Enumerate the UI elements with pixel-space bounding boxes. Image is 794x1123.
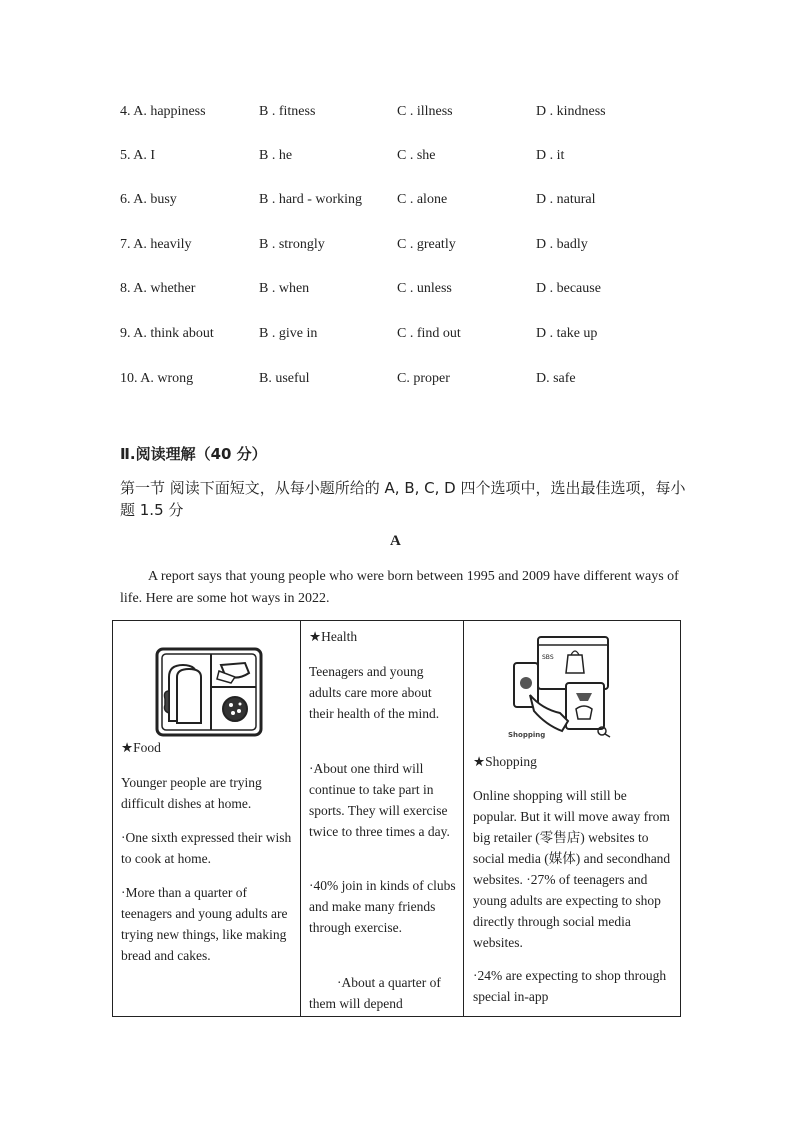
option-b: B . he xyxy=(259,148,293,163)
health-paragraph-4: ·About a quarter of them will depend xyxy=(309,975,441,1011)
option-a: 8. A. whether xyxy=(120,281,196,296)
option-d: D. safe xyxy=(536,371,576,386)
food-column xyxy=(113,621,301,1016)
lunchbox-icon xyxy=(155,647,263,737)
health-heading: ★Health xyxy=(309,629,358,644)
online-shopping-icon xyxy=(508,633,616,739)
option-a: 9. A. think about xyxy=(120,326,214,341)
question-9-row xyxy=(0,326,794,346)
health-column xyxy=(301,621,464,1016)
option-d: D . take up xyxy=(536,326,598,341)
option-d: D . badly xyxy=(536,237,588,252)
option-c: C. proper xyxy=(397,371,450,386)
question-5-row xyxy=(0,148,794,168)
passage-intro: A report says that young people who were born between 1995 and 2009 have different ways of life. Here are some hot ways in 2022. xyxy=(120,569,679,606)
option-c: C . unless xyxy=(397,281,452,296)
info-table xyxy=(112,620,681,1017)
food-paragraph-3: ·More than a quarter of teenagers and young adults are trying new things, like making bread and cakes. xyxy=(121,885,288,963)
option-a: 10. A. wrong xyxy=(120,371,194,386)
option-b: B . fitness xyxy=(259,104,316,119)
option-b: B . hard - working xyxy=(259,192,363,207)
option-a: 7. A. heavily xyxy=(120,237,192,252)
section-instruction: 第一节 阅读下面短文，从每小题所给的 A, B, C, D 四个选项中，选出最佳选项，每小题 1.5 分 xyxy=(120,479,686,519)
option-b: B . give in xyxy=(259,326,318,341)
food-paragraph-1: Younger people are trying difficult dishes at home. xyxy=(121,775,262,811)
option-b: B . when xyxy=(259,281,310,296)
option-c: C . greatly xyxy=(397,237,456,252)
health-paragraph-1: Teenagers and young adults care more about their health of the mind. xyxy=(309,664,440,721)
option-d: D . natural xyxy=(536,192,596,207)
svg-text:SBS: SBS xyxy=(542,654,554,661)
shopping-heading: ★Shopping xyxy=(473,754,537,769)
option-c: C . she xyxy=(397,148,436,163)
option-b: B. useful xyxy=(259,371,310,386)
question-10-row xyxy=(0,371,794,391)
option-c: C . find out xyxy=(397,326,461,341)
option-b: B . strongly xyxy=(259,237,325,252)
food-heading: ★Food xyxy=(121,740,161,755)
question-8-row xyxy=(0,281,794,301)
food-paragraph-2: ·One sixth expressed their wish to cook at home. xyxy=(121,830,292,866)
option-c: C . illness xyxy=(397,104,453,119)
section-title: Ⅱ.阅读理解（40 分） xyxy=(120,445,267,463)
passage-title: A xyxy=(390,533,401,549)
question-6-row xyxy=(0,192,794,212)
question-4-row xyxy=(0,104,794,124)
shopping-paragraph-2: ·24% are expecting to shop through special in-app xyxy=(473,968,667,1004)
option-d: D . kindness xyxy=(536,104,606,119)
shopping-icon-caption: Shopping xyxy=(508,731,546,739)
option-c: C . alone xyxy=(397,192,448,207)
shopping-column xyxy=(464,621,680,1016)
option-d: D . because xyxy=(536,281,601,296)
health-paragraph-2: ·About one third will continue to take part in sports. They will exercise twice to three times a day. xyxy=(309,761,450,839)
option-a: 6. A. busy xyxy=(120,192,177,207)
shopping-paragraph-1: Online shopping will still be popular. But it will move away from big retailer (零售店) websites to social media (媒体) and secondhand websites. ·27% of teenagers and young adults are expecting to shop directly through social media websites. xyxy=(473,788,671,950)
option-a: 4. A. happiness xyxy=(120,104,206,119)
health-paragraph-3: ·40% join in kinds of clubs and make many friends through exercise. xyxy=(309,878,456,935)
option-a: 5. A. I xyxy=(120,148,155,163)
option-d: D . it xyxy=(536,148,565,163)
question-7-row xyxy=(0,237,794,257)
